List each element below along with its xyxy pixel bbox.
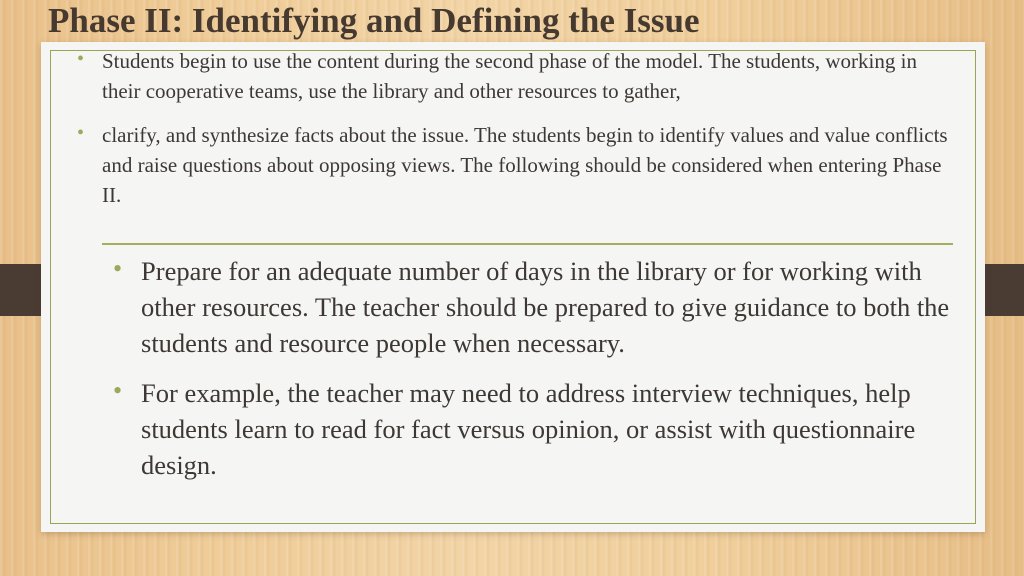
secondary-bullet-list — [113, 253, 953, 497]
green-underline-divider — [102, 243, 953, 245]
bullet-item: • For example, the teacher may need to address interview techniques, help students learn to read for fact versus opinion, or assist with questionnaire design. — [113, 375, 953, 483]
content-panel — [41, 42, 985, 532]
slide-title: Phase II: Identifying and Defining the Issue — [48, 1, 700, 40]
bullet-item: • Students begin to use the content during the second phase of the model. The students, working in their cooperative teams, use the library and other resources to gather, — [69, 46, 949, 106]
bullet-item: • Prepare for an adequate number of days in the library or for working with other resources. The teacher should be prepared to give guidance to both the students and resource people when necessary. — [113, 253, 953, 361]
primary-bullet-list — [69, 46, 949, 224]
bullet-item: • clarify, and synthesize facts about the issue. The students begin to identify values and value conflicts and raise questions about opposing views. The following should be considered when entering Phase II. — [69, 120, 949, 210]
